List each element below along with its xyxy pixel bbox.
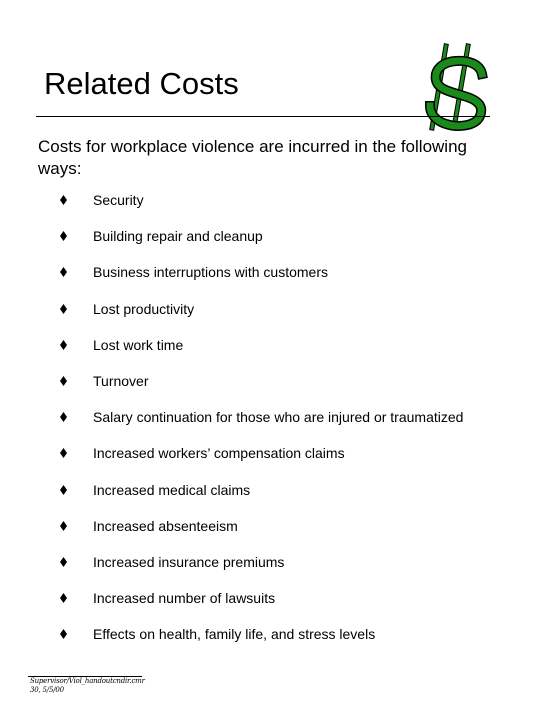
slide-title: Related Costs	[44, 66, 239, 101]
list-item	[55, 218, 515, 254]
list-item-text: Increased medical claims	[93, 481, 251, 498]
list-item	[55, 616, 515, 652]
list-item	[55, 508, 515, 544]
list-item-text: Increased insurance premiums	[93, 553, 285, 570]
diamond-bullet-icon	[59, 413, 67, 421]
intro-text: Costs for workplace violence are incurred in the following ways:	[38, 137, 467, 178]
diamond-bullet-icon	[59, 305, 67, 313]
list-item	[55, 363, 515, 399]
footer-reference	[30, 677, 145, 695]
list-item	[55, 327, 515, 363]
cost-bullet-list	[55, 182, 515, 652]
list-item-text: Building repair and cleanup	[93, 228, 263, 245]
diamond-bullet-icon	[59, 196, 67, 204]
diamond-bullet-icon	[59, 341, 67, 349]
list-item	[55, 254, 515, 290]
list-item	[55, 544, 515, 580]
diamond-bullet-icon	[59, 268, 67, 276]
diamond-bullet-icon	[59, 630, 67, 638]
list-item-text: Increased number of lawsuits	[93, 590, 276, 607]
list-item	[55, 399, 515, 435]
list-item-text: Security	[93, 192, 144, 209]
diamond-bullet-icon	[59, 558, 67, 566]
list-item-text: Business interruptions with customers	[93, 264, 328, 281]
list-item-text: Turnover	[93, 373, 149, 390]
list-item	[55, 291, 515, 327]
list-item	[55, 580, 515, 616]
diamond-bullet-icon	[59, 232, 67, 240]
list-item-text: Increased workers’ compensation claims	[93, 445, 345, 462]
list-item	[55, 182, 515, 218]
list-item-text: Increased absenteeism	[93, 517, 238, 534]
diamond-bullet-icon	[59, 522, 67, 530]
title-divider	[36, 116, 490, 117]
diamond-bullet-icon	[59, 486, 67, 494]
dollar-sign-icon	[408, 40, 498, 132]
list-item-text: Effects on health, family life, and stress levels	[93, 626, 376, 643]
list-item	[55, 472, 515, 508]
list-item	[55, 435, 515, 471]
diamond-bullet-icon	[59, 594, 67, 602]
footer-page-date: 30, 5/5/00	[30, 686, 64, 694]
diamond-bullet-icon	[59, 449, 67, 457]
list-item-text: Lost productivity	[93, 300, 195, 317]
list-item-text: Salary continuation for those who are injured or traumatized	[93, 409, 464, 426]
footer-file-path: Supervisor/Viol_handoutcndir.cmr	[30, 677, 145, 685]
diamond-bullet-icon	[59, 377, 67, 385]
list-item-text: Lost work time	[93, 336, 184, 353]
